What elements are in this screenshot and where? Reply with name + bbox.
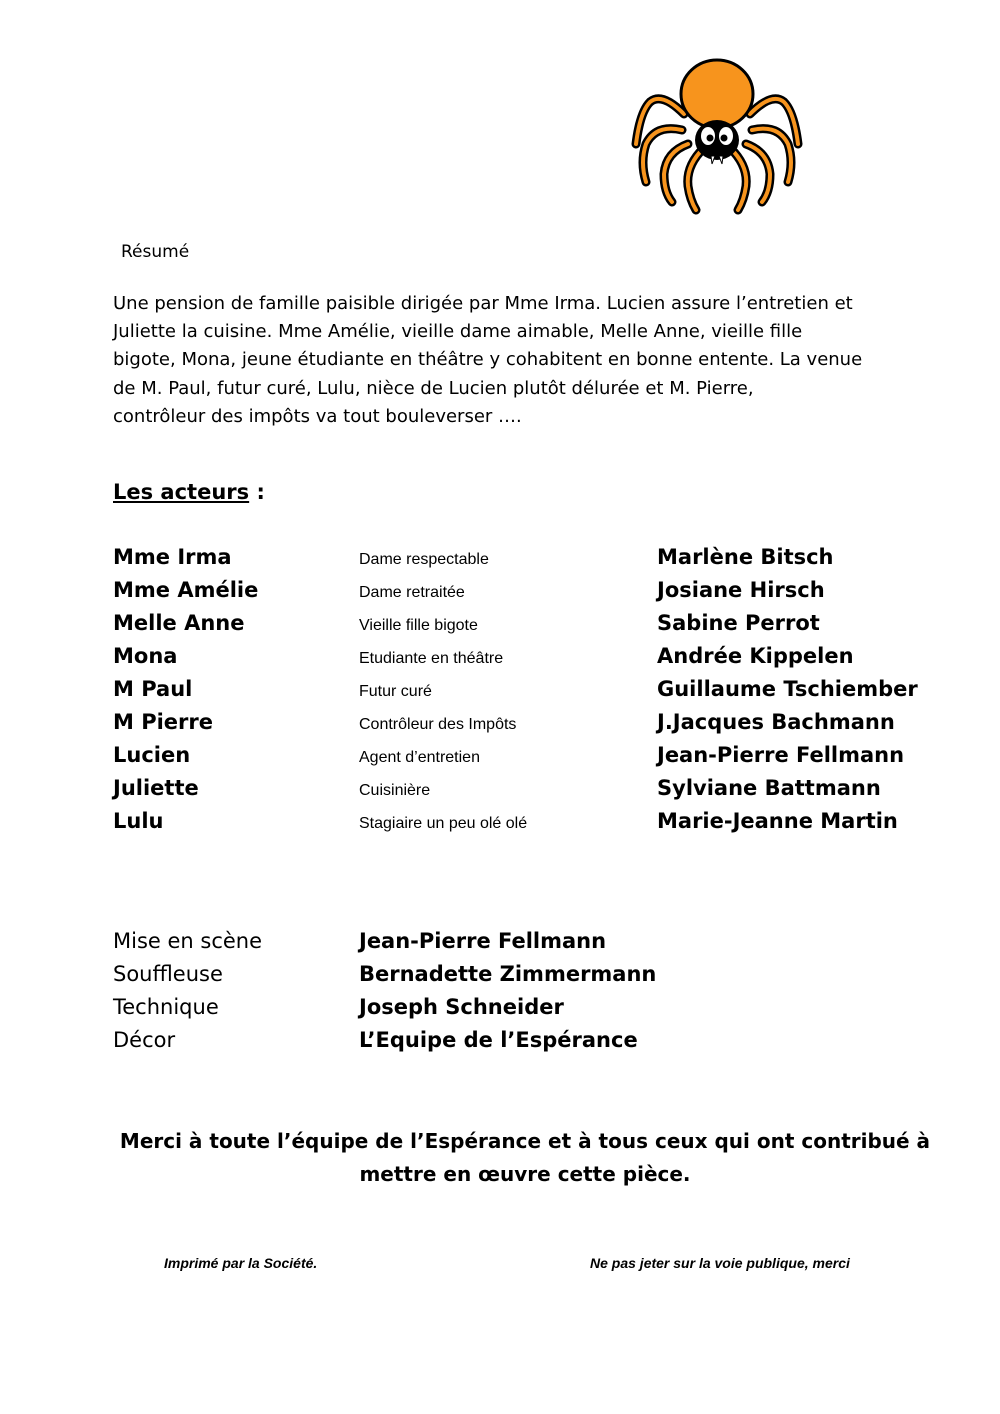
- resume-line: bigote, Mona, jeune étudiante en théâtre y cohabitent en bonne entente. La venue: [113, 349, 863, 371]
- cast-row: [0, 578, 1000, 611]
- resume-title: Résumé: [121, 242, 190, 262]
- crew-role: Décor: [113, 1028, 176, 1052]
- crew-role: Technique: [113, 995, 219, 1019]
- crew-name: L’Equipe de l’Espérance: [359, 1028, 638, 1052]
- cast-actor: Josiane Hirsch: [657, 578, 825, 602]
- actors-heading-label: Les acteurs: [113, 480, 250, 504]
- cast-row: [0, 611, 1000, 644]
- cast-actor: Guillaume Tschiember: [657, 677, 918, 701]
- cast-description: Dame retraitée: [359, 584, 465, 601]
- cast-description: Contrôleur des Impôts: [359, 716, 517, 733]
- cast-description: Vieille fille bigote: [359, 617, 478, 634]
- cast-description: Dame respectable: [359, 551, 489, 568]
- cast-actor: Andrée Kippelen: [657, 644, 854, 668]
- footer-printed-by: Imprimé par la Société.: [164, 1255, 318, 1271]
- cast-actor: Jean-Pierre Fellmann: [657, 743, 905, 767]
- crew-row: [0, 1028, 1000, 1061]
- cast-description: Stagiaire un peu olé olé: [359, 815, 528, 832]
- cast-actor: Marie-Jeanne Martin: [657, 809, 898, 833]
- cast-description: Cuisinière: [359, 782, 431, 799]
- cast-row: [0, 545, 1000, 578]
- cast-character: Melle Anne: [113, 611, 245, 635]
- cast-description: Agent d’entretien: [359, 749, 480, 766]
- cast-character: M Paul: [113, 677, 193, 701]
- cast-character: Mona: [113, 644, 178, 668]
- cast-row: [0, 677, 1000, 710]
- cast-character: M Pierre: [113, 710, 213, 734]
- cast-row: [0, 809, 1000, 842]
- actors-heading-suffix: :: [249, 480, 265, 504]
- cast-character: Lulu: [113, 809, 164, 833]
- cast-actor: Sabine Perrot: [657, 611, 820, 635]
- cast-actor: Marlène Bitsch: [657, 545, 834, 569]
- cast-actor: Sylviane Battmann: [657, 776, 881, 800]
- cast-character: Juliette: [113, 776, 199, 800]
- spider-icon: [622, 52, 812, 217]
- crew-name: Bernadette Zimmermann: [359, 962, 657, 986]
- footer-notice: Ne pas jeter sur la voie publique, merci: [590, 1255, 850, 1271]
- crew-name: Joseph Schneider: [359, 995, 564, 1019]
- crew-role: Mise en scène: [113, 929, 263, 953]
- resume-line: Une pension de famille paisible dirigée par Mme Irma. Lucien assure l’entretien et: [113, 293, 853, 314]
- thanks-message: [100, 1125, 950, 1191]
- resume-line: Juliette la cuisine. Mme Amélie, vieille dame aimable, Melle Anne, vieille fille: [113, 321, 803, 343]
- crew-name: Jean-Pierre Fellmann: [359, 929, 607, 953]
- cast-character: Lucien: [113, 743, 191, 767]
- cast-description: Futur curé: [359, 683, 432, 700]
- thanks-line: Merci à toute l’équipe de l’Espérance et à tous ceux qui ont contribué à: [119, 1129, 931, 1153]
- crew-row: [0, 962, 1000, 995]
- crew-row: [0, 995, 1000, 1028]
- cast-description: Etudiante en théâtre: [359, 650, 504, 667]
- resume-body: [113, 290, 953, 431]
- resume-line: contrôleur des impôts va tout bouleverser ….: [113, 405, 522, 427]
- cast-character: Mme Irma: [113, 545, 232, 569]
- resume-line: de M. Paul, futur curé, Lulu, nièce de Lucien plutôt délurée et M. Pierre,: [113, 377, 754, 399]
- cast-row: [0, 710, 1000, 743]
- cast-character: Mme Amélie: [113, 578, 259, 602]
- cast-row: [0, 743, 1000, 776]
- cast-row: [0, 644, 1000, 677]
- actors-heading: [113, 480, 265, 504]
- crew-role: Souffleuse: [113, 962, 223, 986]
- cast-row: [0, 776, 1000, 809]
- crew-row: [0, 929, 1000, 962]
- cast-actor: J.Jacques Bachmann: [657, 710, 895, 734]
- thanks-line: mettre en œuvre cette pièce.: [359, 1162, 691, 1186]
